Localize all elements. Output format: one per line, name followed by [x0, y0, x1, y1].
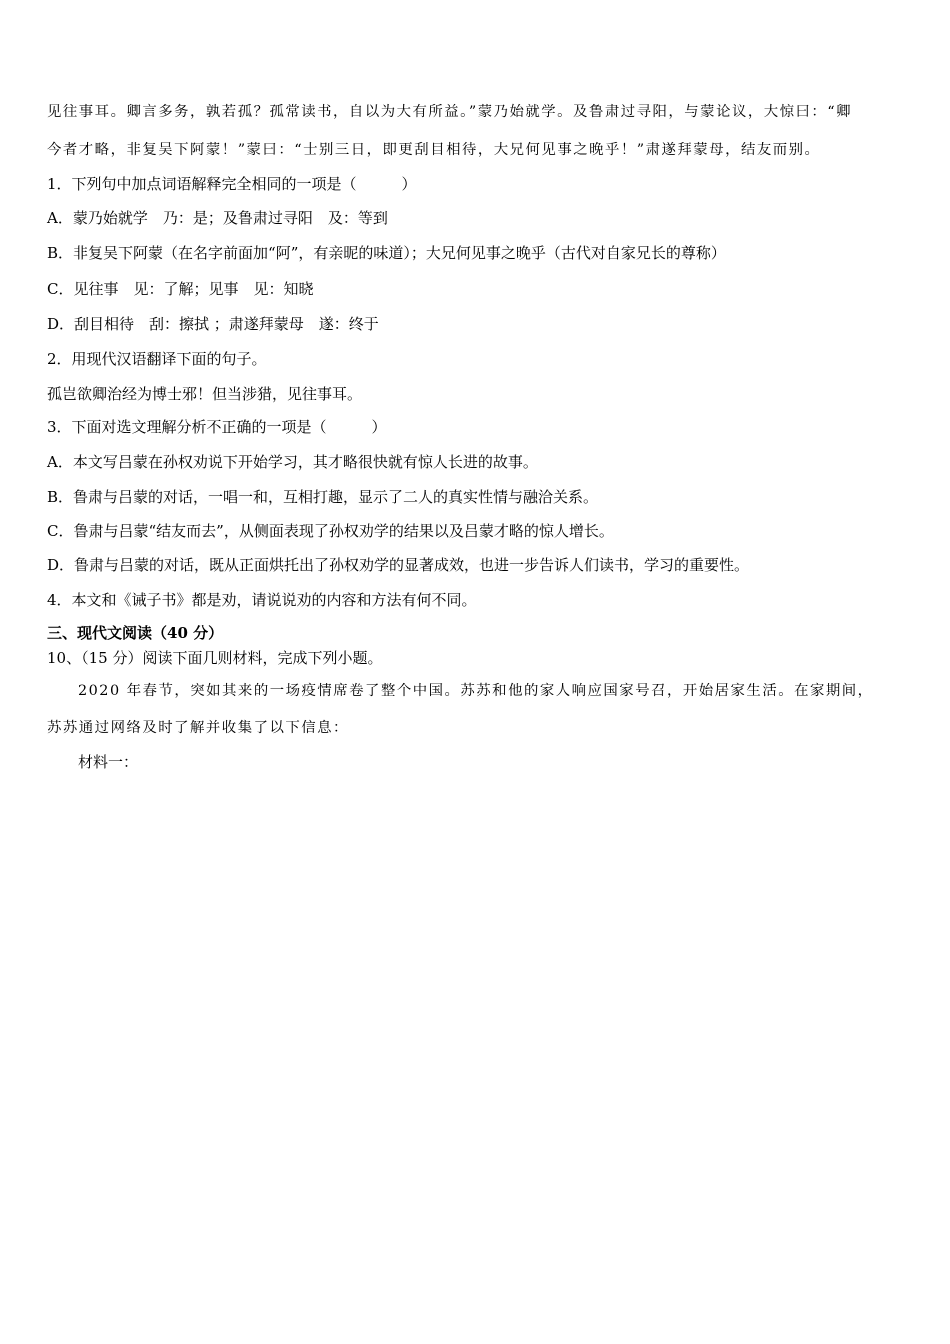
question-2-stem: 2．用现代汉语翻译下面的句子。	[47, 350, 267, 368]
question-3-stem: 3．下面对选文理解分析不正确的一项是（ ）	[47, 418, 387, 436]
question-3-option-a: A．本文写吕蒙在孙权劝说下开始学习，其才略很快就有惊人长进的故事。	[47, 453, 538, 471]
question-3-option-d: D．鲁肃与吕蒙的对话，既从正面烘托出了孙权劝学的显著成效，也进一步告诉人们读书，学习的重要性。	[47, 556, 750, 574]
passage-line-1: 见往事耳。卿言多务，孰若孤？孤常读书，自以为大有所益。”蒙乃始就学。及鲁肃过寻阳，与蒙论议，大惊曰：“卿	[47, 104, 853, 120]
material-intro-line-1: 2020 年春节，突如其来的一场疫情席卷了整个中国。苏苏和他的家人响应国家号召，开始居家生活。在家期间，	[78, 683, 874, 699]
material-1-label: 材料一：	[78, 753, 139, 771]
question-2-sentence: 孤岂欲卿治经为博士邪！但当涉猎，见往事耳。	[47, 385, 363, 403]
question-1-stem: 1．下列句中加点词语解释完全相同的一项是（ ）	[47, 175, 417, 193]
passage-line-2: 今者才略，非复吴下阿蒙！”蒙曰：“士别三日，即更刮目相待，大兄何见事之晚乎！”肃遂拜蒙母，结友而别。	[47, 142, 821, 158]
question-10-stem: 10、（15 分）阅读下面几则材料，完成下列小题。	[47, 649, 383, 667]
question-1-option-c: C．见往事 见：了解；见事 见：知晓	[47, 280, 314, 298]
question-1-option-b: B．非复吴下阿蒙（在名字前面加“阿”，有亲昵的味道）；大兄何见事之晚乎（古代对自家兄长的尊称）	[47, 244, 726, 262]
question-1-option-d: D．刮目相待 刮：擦拭 ；肃遂拜蒙母 遂：终于	[47, 315, 379, 333]
question-4-stem: 4．本文和《诫子书》都是劝，请说说劝的内容和方法有何不同。	[47, 591, 477, 609]
question-3-option-b: B．鲁肃与吕蒙的对话，一唱一和，互相打趣，显示了二人的真实性情与融洽关系。	[47, 488, 599, 506]
material-intro-line-2: 苏苏通过网络及时了解并收集了以下信息：	[47, 720, 349, 736]
question-1-option-a: A．蒙乃始就学 乃：是；及鲁肃过寻阳 及：等到	[47, 209, 388, 227]
question-3-option-c: C．鲁肃与吕蒙“结友而去”，从侧面表现了孙权劝学的结果以及吕蒙才略的惊人增长。	[47, 522, 614, 540]
section-3-heading: 三、现代文阅读（40 分）	[47, 624, 224, 642]
